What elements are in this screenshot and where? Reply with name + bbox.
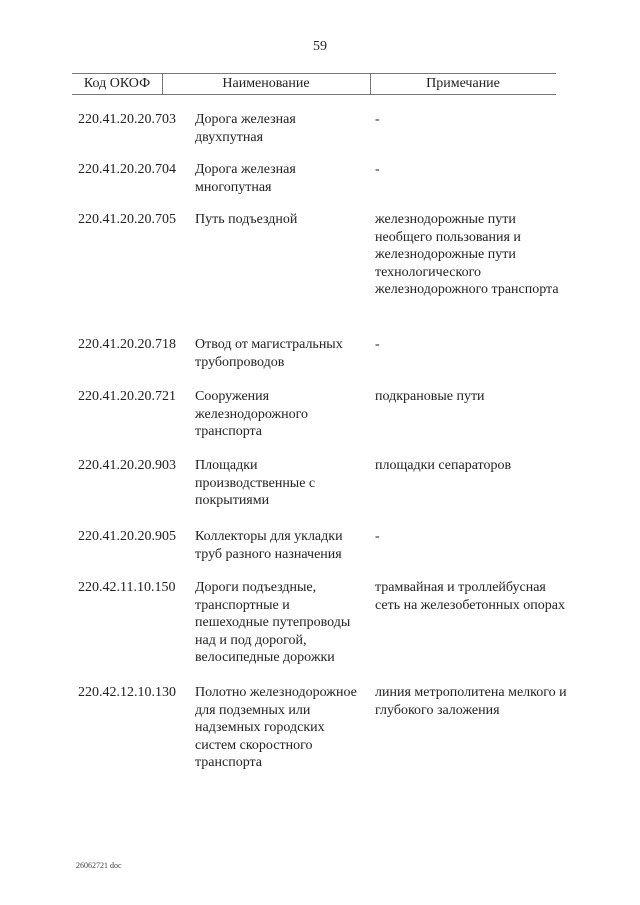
header-note: Примечание: [426, 76, 500, 91]
page-number: 59: [313, 39, 327, 54]
row-name: Дороги подъездные, транспортные и пешеходные путепроводы над и под дорогой, велосипедные дорожки: [195, 580, 351, 666]
row-code: 220.41.20.20.905: [78, 529, 176, 544]
header-code: Код ОКОФ: [83, 76, 151, 91]
row-code: 220.41.20.20.703: [78, 112, 176, 127]
row-name: Путь подъездной: [195, 212, 298, 227]
row-note: линия метрополитена мелкого и глубокого заложения: [375, 685, 567, 718]
row-note: -: [375, 529, 380, 544]
row-note: подкрановые пути: [375, 389, 485, 404]
row-note: площадки сепараторов: [375, 458, 512, 473]
row-code: 220.41.20.20.903: [78, 458, 176, 473]
row-note: -: [375, 112, 380, 127]
row-note: -: [375, 162, 380, 177]
row-code: 220.41.20.20.705: [78, 212, 176, 227]
footer-filename: 26062721 doc: [76, 861, 122, 870]
table-header-rule: [72, 94, 556, 95]
row-code: 220.41.20.20.721: [78, 389, 176, 404]
row-name: Дорога железная двухпутная: [195, 112, 296, 145]
row-name: Площадки производственные с покрытиями: [195, 458, 316, 509]
header-name: Наименование: [222, 76, 310, 91]
row-note: железнодорожные пути необщего пользования и железнодорожные пути технологического железнодорожного транспорта: [375, 212, 559, 298]
row-code: 220.41.20.20.718: [78, 337, 176, 352]
row-note: -: [375, 337, 380, 352]
table-top-rule: [72, 73, 556, 74]
row-name: Отвод от магистральных трубопроводов: [195, 337, 343, 370]
row-note: трамвайная и троллейбусная сеть на железобетонных опорах: [375, 580, 566, 613]
row-name: Полотно железнодорожное для подземных или надземных городских систем скоростного транспорта: [195, 685, 357, 771]
row-name: Коллекторы для укладки труб разного назначения: [195, 529, 343, 562]
row-code: 220.42.12.10.130: [78, 685, 176, 700]
row-code: 220.41.20.20.704: [78, 162, 176, 177]
row-name: Дорога железная многопутная: [195, 162, 296, 195]
row-code: 220.42.11.10.150: [78, 580, 176, 595]
row-name: Сооружения железнодорожного транспорта: [195, 389, 309, 440]
